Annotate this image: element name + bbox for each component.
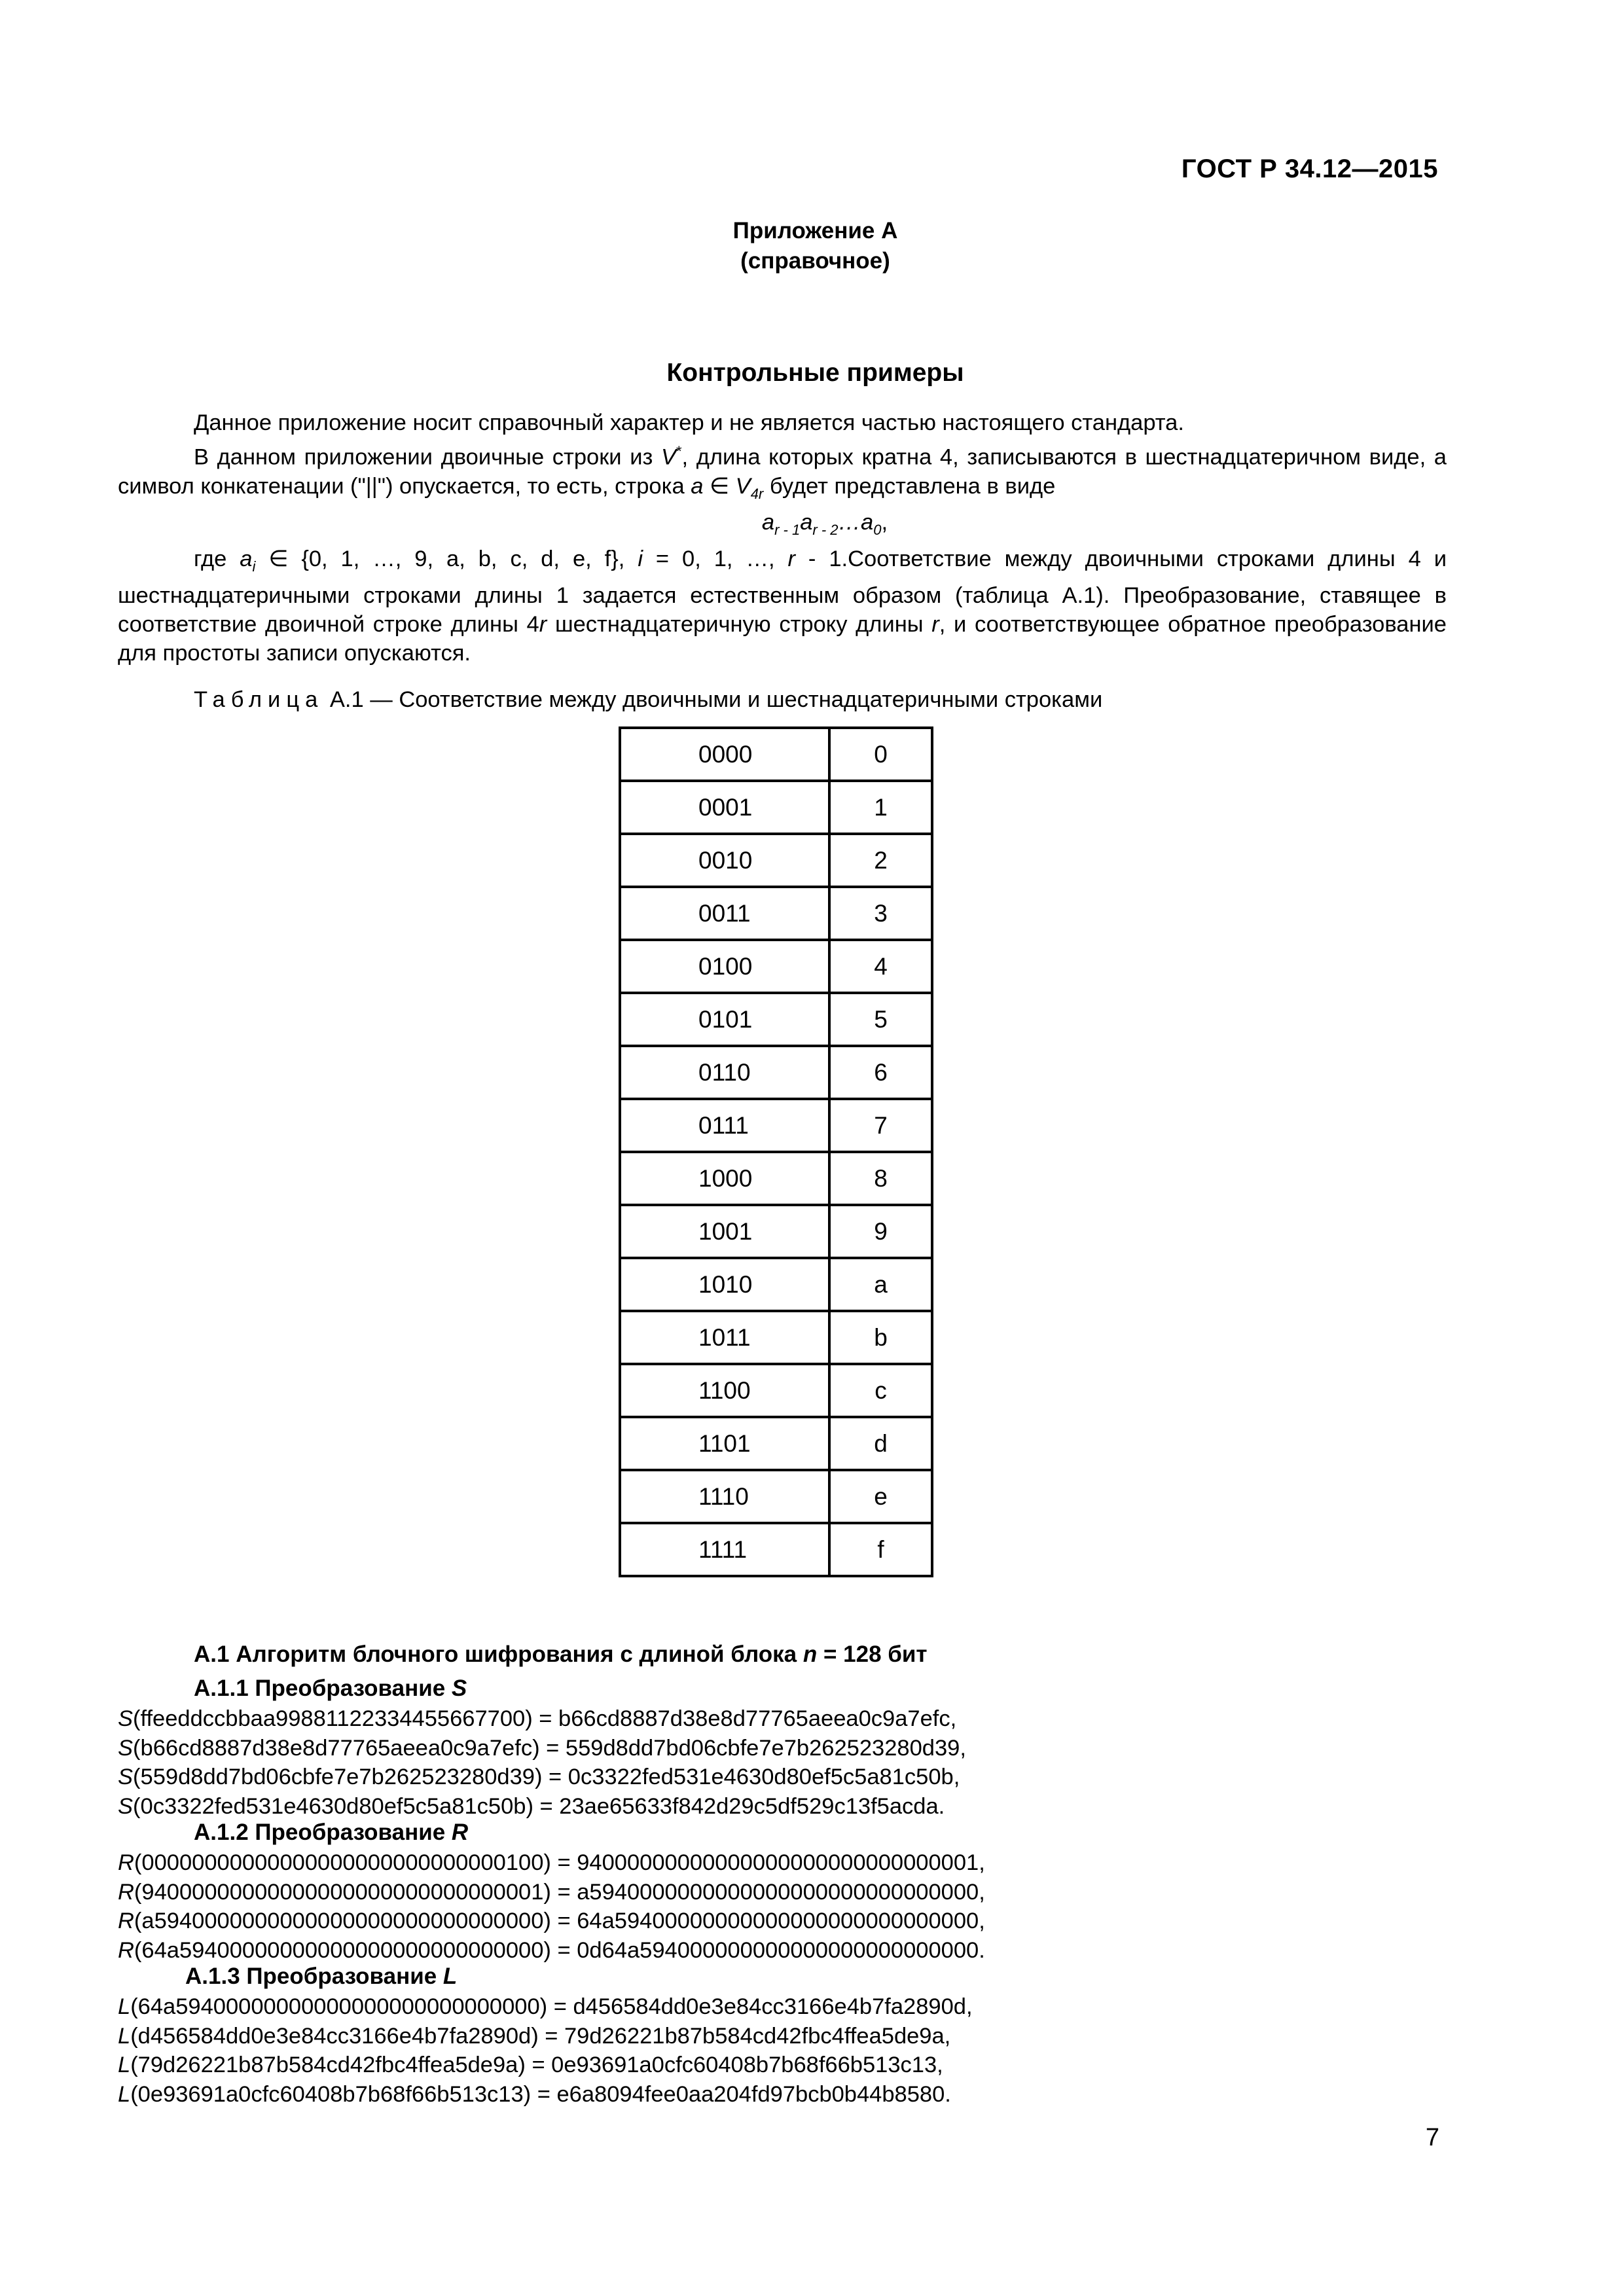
table-row: [620, 1099, 932, 1152]
appendix-heading: [0, 216, 1624, 276]
table-row: [620, 1311, 932, 1364]
appendix-title: Приложение А: [732, 218, 898, 243]
r-transform-heading: А.1.2 Преобразование R: [194, 1820, 469, 1845]
hex-cell: 8: [829, 1152, 932, 1205]
binary-cell: 1001: [620, 1205, 829, 1258]
binary-cell: 1100: [620, 1364, 829, 1417]
table-row: [620, 1470, 932, 1523]
l-transform-heading: А.1.3 Преобразование L: [185, 1964, 458, 1989]
binary-hex-table: [619, 726, 933, 1577]
binary-cell: 0000: [620, 728, 829, 781]
example-line: S(b66cd8887d38e8d77765aeea0c9a7efc) = 559d8dd7bd06cbfe7e7b262523280d39,: [118, 1735, 966, 1761]
binary-cell: 1011: [620, 1311, 829, 1364]
table-row: [620, 728, 932, 781]
table-row: [620, 1364, 932, 1417]
example-line: S(559d8dd7bd06cbfe7e7b262523280d39) = 0c3322fed531e4630d80ef5c5a81c50b,: [118, 1765, 960, 1789]
table-row: [620, 1258, 932, 1311]
hex-cell: 0: [829, 728, 932, 781]
table-caption: Таблица А.1 — Соответствие между двоичными и шестнадцатеричными строками: [194, 687, 1103, 712]
hex-cell: 3: [829, 887, 932, 940]
hex-cell: 2: [829, 834, 932, 887]
intro-paragraph-2: В данном приложении двоичные строки из V*, длина которых кратна 4, записываются в шестнадцатеричном виде, а символ конкатенации ("||") опускается, то есть, строка a ∈ $V_{4r}$ будет представлена в виде: [118, 443, 1447, 502]
hex-cell: 7: [829, 1099, 932, 1152]
binary-cell: 1110: [620, 1470, 829, 1523]
binary-cell: 0100: [620, 940, 829, 993]
page-number: 7: [1425, 2124, 1439, 2151]
hex-cell: f: [829, 1523, 932, 1576]
l-transform-examples: [118, 1992, 973, 2109]
standard-id: ГОСТ Р 34.12—2015: [1181, 154, 1438, 183]
example-line: L(d456584dd0e3e84cc3166e4b7fa2890d) = 79d26221b87b584cd42fbc4ffea5de9a,: [118, 2023, 951, 2049]
hex-cell: b: [829, 1311, 932, 1364]
table-row: [620, 1046, 932, 1099]
binary-cell: 0101: [620, 993, 829, 1046]
example-line: S(ffeeddccbbaa99881122334455667700) = b66cd8887d38e8d77765aeea0c9a7efc,: [118, 1706, 957, 1731]
example-line: R(94000000000000000000000000000001) = a5940000000000000000000000000000,: [118, 1879, 985, 1905]
intro-paragraph-3: где $a_i$ ∈ {0, 1, …, 9, a, b, c, d, e, f}, i = 0, 1, …, r - 1.Соответствие между двоичными строками длины 4 и шестнадцатеричными строками длины 1 задается естественным образом (таблица А.1). Преобразование, ставящее в соответствие двоичной строке длины 4r шестнадцатеричную строку длины r, и соответствующее обратное преобразование для простоты записи опускаются.: [118, 547, 1447, 666]
example-line: L(79d26221b87b584cd42fbc4ffea5de9a) = 0e93691a0cfc60408b7b68f66b513c13,: [118, 2053, 943, 2077]
binary-cell: 1111: [620, 1523, 829, 1576]
example-line: S(0c3322fed531e4630d80ef5c5a81c50b) = 23ae65633f842d29c5df529c13f5acda.: [118, 1793, 945, 1819]
example-line: L(64a59400000000000000000000000000) = d456584dd0e3e84cc3166e4b7fa2890d,: [118, 1994, 973, 2019]
table-row: [620, 887, 932, 940]
hex-cell: 4: [829, 940, 932, 993]
binary-cell: 0010: [620, 834, 829, 887]
appendix-subtitle: (справочное): [740, 248, 890, 274]
hex-cell: d: [829, 1417, 932, 1470]
hex-cell: 6: [829, 1046, 932, 1099]
table-row: [620, 1205, 932, 1258]
section-a1-heading: А.1 Алгоритм блочного шифрования с длиной блока n = 128 бит: [194, 1641, 928, 1667]
binary-cell: 1101: [620, 1417, 829, 1470]
hex-cell: 9: [829, 1205, 932, 1258]
binary-cell: 0110: [620, 1046, 829, 1099]
table-row: [620, 1152, 932, 1205]
table-row: [620, 940, 932, 993]
binary-cell: 0011: [620, 887, 829, 940]
binary-cell: 0111: [620, 1099, 829, 1152]
binary-cell: 1010: [620, 1258, 829, 1311]
r-transform-examples: [118, 1848, 985, 1965]
section-title: Контрольные примеры: [666, 359, 964, 387]
intro-paragraph-1: Данное приложение носит справочный характер и не является частью настоящего стандарта.: [194, 410, 1184, 435]
table-row: [620, 834, 932, 887]
example-line: R(a5940000000000000000000000000000) = 64a59400000000000000000000000000,: [118, 1909, 985, 1933]
table-row: [620, 1417, 932, 1470]
hex-cell: e: [829, 1470, 932, 1523]
intro-text: [118, 408, 1447, 668]
table-row: [620, 1523, 932, 1576]
table-row: [620, 781, 932, 834]
binary-cell: 0001: [620, 781, 829, 834]
s-transform-heading: А.1.1 Преобразование S: [194, 1676, 467, 1701]
s-transform-examples: [118, 1704, 966, 1821]
binary-cell: 1000: [620, 1152, 829, 1205]
table-row: [620, 993, 932, 1046]
example-line: R(64a59400000000000000000000000000) = 0d64a594000000000000000000000000.: [118, 1937, 985, 1963]
example-line: L(0e93691a0cfc60408b7b68f66b513c13) = e6a8094fee0aa204fd97bcb0b44b8580.: [118, 2081, 951, 2107]
hex-cell: 1: [829, 781, 932, 834]
example-line: R(00000000000000000000000000000100) = 94000000000000000000000000000001,: [118, 1850, 985, 1875]
hex-cell: 5: [829, 993, 932, 1046]
formula-line: $a_{r - 1}a_{r - 2}\dots a_0$,: [761, 510, 888, 539]
hex-cell: a: [829, 1258, 932, 1311]
hex-cell: c: [829, 1364, 932, 1417]
